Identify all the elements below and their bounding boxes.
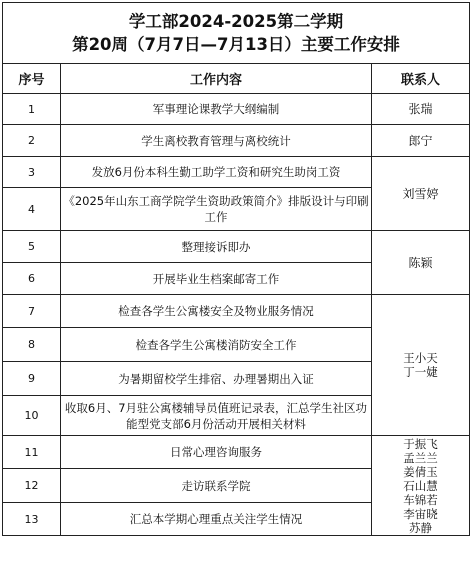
work-content: 开展毕业生档案邮寄工作	[61, 263, 372, 295]
header-content: 工作内容	[61, 64, 372, 94]
contact-name: 李宙晓	[403, 506, 438, 521]
contact-cell-multi	[372, 295, 470, 436]
work-content: 发放6月份本科生勤工助学工资和研究生助岗工资	[61, 157, 372, 188]
contact-cell-multi	[372, 436, 470, 536]
work-content: 为暑期留校学生排宿、办理暑期出入证	[61, 362, 372, 396]
contact-cell: 张瑞	[372, 94, 470, 125]
contact-cell: 郎宁	[372, 125, 470, 157]
row-number: 9	[3, 362, 61, 396]
contact-name: 丁一婕	[403, 365, 438, 379]
title-line-2: 第20周（7月7日—7月13日）主要工作安排	[72, 35, 400, 54]
contact-name: 姜倩玉	[403, 464, 438, 479]
work-content: 军事理论课教学大纲编制	[61, 94, 372, 125]
work-content: 《2025年山东工商学院学生资助政策简介》排版设计与印刷工作	[61, 188, 372, 231]
row-number: 4	[3, 188, 61, 231]
work-content: 走访联系学院	[61, 469, 372, 503]
row-number: 10	[3, 396, 61, 436]
work-content: 检查各学生公寓楼安全及物业服务情况	[61, 295, 372, 328]
contact-name: 车锦若	[403, 492, 438, 507]
table-row	[3, 125, 470, 157]
row-number: 8	[3, 328, 61, 362]
row-number: 7	[3, 295, 61, 328]
table-row	[3, 436, 470, 469]
row-number: 1	[3, 94, 61, 125]
table-row	[3, 157, 470, 188]
contact-cell: 陈颖	[372, 231, 470, 295]
table-title	[3, 3, 470, 64]
work-content: 日常心理咨询服务	[61, 436, 372, 469]
contact-cell: 刘雪婷	[372, 157, 470, 231]
table-row	[3, 94, 470, 125]
header-no: 序号	[3, 64, 61, 94]
row-number: 3	[3, 157, 61, 188]
row-number: 5	[3, 231, 61, 263]
row-number: 2	[3, 125, 61, 157]
work-content: 整理接诉即办	[61, 231, 372, 263]
table-row	[3, 295, 470, 328]
schedule-table	[2, 2, 470, 536]
contact-name: 石山慧	[403, 478, 438, 493]
contact-name: 于振飞	[403, 436, 438, 451]
header-contact: 联系人	[372, 64, 470, 94]
row-number: 6	[3, 263, 61, 295]
contact-name: 孟兰兰	[403, 450, 438, 465]
contact-name: 王小天	[403, 351, 438, 365]
contact-name: 苏静	[409, 520, 432, 535]
work-content: 检查各学生公寓楼消防安全工作	[61, 328, 372, 362]
work-content: 收取6月、7月驻公寓楼辅导员值班记录表，汇总学生社区功能型党支部6月份活动开展相关材料	[61, 396, 372, 436]
row-number: 13	[3, 503, 61, 536]
row-number: 11	[3, 436, 61, 469]
table-row	[3, 231, 470, 263]
title-line-1: 学工部2024-2025第二学期	[128, 12, 344, 31]
work-content: 学生离校教育管理与离校统计	[61, 125, 372, 157]
work-content: 汇总本学期心理重点关注学生情况	[61, 503, 372, 536]
row-number: 12	[3, 469, 61, 503]
